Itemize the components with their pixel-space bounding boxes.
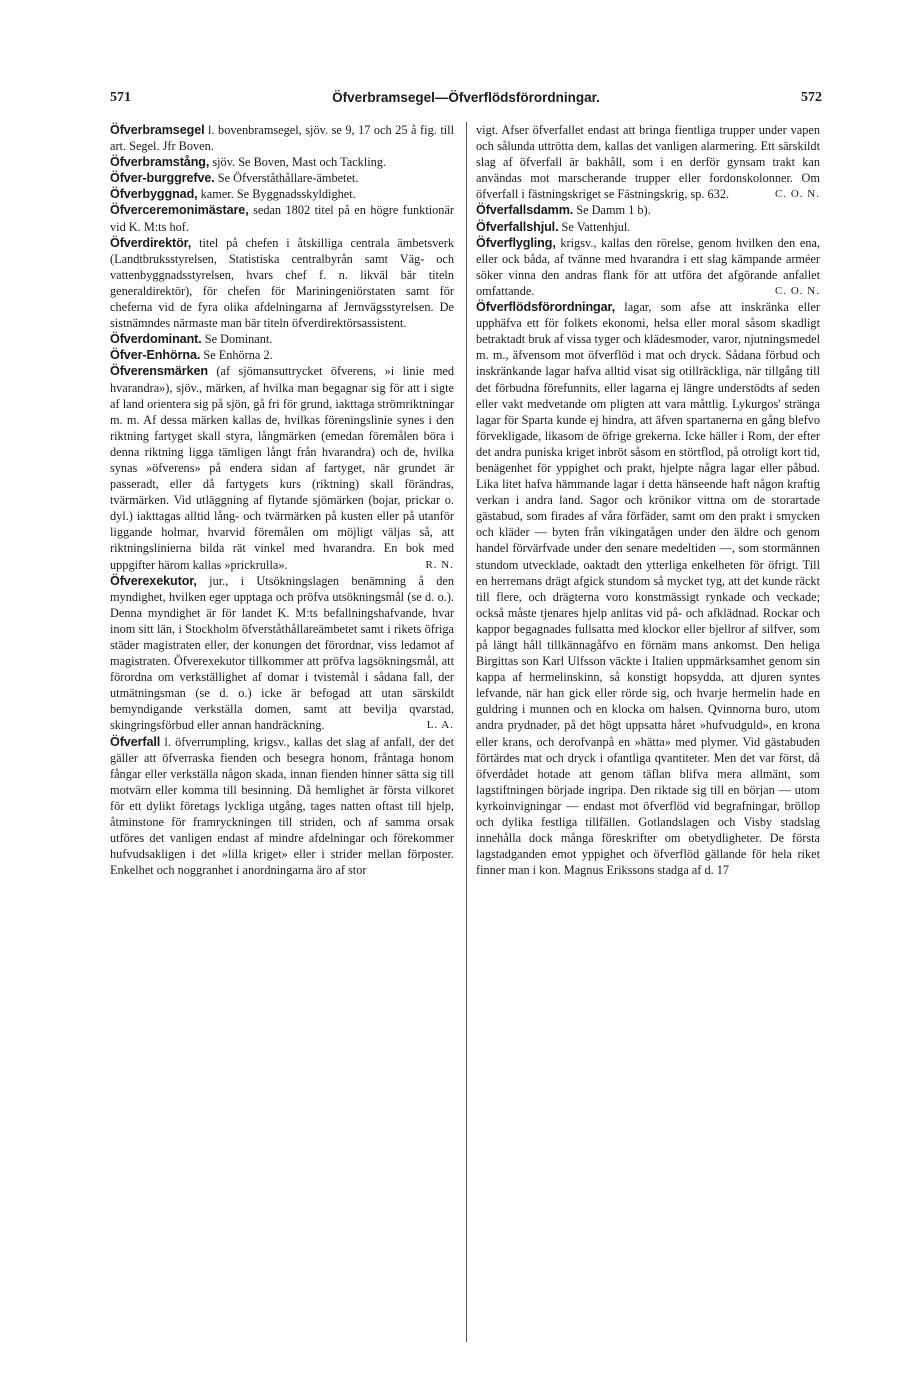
dictionary-entry bbox=[110, 347, 454, 363]
page-number-left: 571 bbox=[110, 90, 131, 105]
entry-headword: Öfverexekutor, bbox=[110, 573, 197, 588]
dictionary-entry bbox=[110, 202, 454, 234]
page-number-right: 572 bbox=[801, 90, 822, 105]
entry-text: l. öfverrumpling, krigsv., kallas det slag af anfall, der det gäller att öfverraska fienden och besegra honom, fråntaga honom fångar eller verkställa någon skada, innan fienden hinner sätta sig till motvärn eller komma till besinning. Då hemlighet är första vilkoret för ett dylikt företags lyckliga utgång, tages natten oftast till hjelp, åtminstone för framryckningen till striden, och af samma orsak utföres det vanligen endast af mindre afdelningar och förekommer hufvudsakligen i det »lilla kriget» eller i strider mellan förposter. Enkelhet och noggranhet i anordningarna äro af stor bbox=[110, 734, 454, 878]
author-signature: C. O. N. bbox=[775, 188, 820, 201]
entry-headword: Öfver-burggrefve. bbox=[110, 171, 215, 186]
entry-headword: Öfverdominant. bbox=[110, 332, 202, 347]
entry-text: Se Vattenhjul. bbox=[558, 219, 631, 234]
entry-headword: Öfverflygling, bbox=[476, 235, 556, 250]
entry-headword: Öfverdirektör, bbox=[110, 235, 192, 250]
entry-text: Se Dominant. bbox=[201, 332, 273, 347]
entry-text: Se Damm 1 b). bbox=[573, 203, 651, 218]
entry-text: Se Enhörna 2. bbox=[200, 348, 273, 363]
entry-text: krigsv., kallas den rörelse, genom hvilken den ena, eller ock båda, af tvänne med hvarandra i ett slag kämpande arméer söker vinna den andras flank för att utföra det afgörande anfallet omfattande. bbox=[476, 235, 820, 298]
entry-text: sjöv. Se Boven, Mast och Tackling. bbox=[209, 155, 387, 170]
dictionary-entry bbox=[110, 573, 454, 734]
entry-headword: Öfverflödsförordningar, bbox=[476, 300, 616, 315]
dictionary-entry bbox=[476, 122, 820, 202]
entry-text: l. bovenbramsegel, sjöv. se 9, 17 och 25 å fig. till art. Segel. Jfr Boven. bbox=[110, 123, 454, 154]
dictionary-entry bbox=[110, 363, 454, 572]
entry-text: vigt. Afser öfverfallet endast att bringa fientliga trupper under vapen och sålunda uttrötta dem, kallas det vanligen alarmering. Ett särskildt slag af öfverfall är bakhåll, som i en derför gynsam trakt kan användas mot marscherande trupper eller fordonskolonner. Om öfverfall i fästningskriget se Fästningskrig, sp. 632. bbox=[476, 123, 820, 202]
entry-text: sedan 1802 titel på en högre funktionär vid K. M:ts hof. bbox=[110, 203, 454, 234]
entry-headword: Öfverfallshjul. bbox=[476, 219, 559, 234]
entry-headword: Öfverensmärken bbox=[110, 364, 209, 379]
entry-text: jur., i Utsökningslagen benämning å den myndighet, hvilken eger upptaga och pröfva utsökningsmål (se d. o.). Denna myndighet är för landet K. M:ts befallningshafvande, hvar inom sitt län, i Stockholm öfverståthållareämbetet samt i rikets öfriga städer magistraten eller, der konungen det förordnar, viss ledamot af magistraten. Öfverexekutor tillkommer att pröfva lagsökningsmål, att förordna om verkställighet af domar i tvistemål i sådana fall, der utmätningsman (se d. o.) icke är befogad att utan särskildt bemyndigande verkställa domen, samt att bevilja qvarstad, skingringsförbud eller annan handräckning. bbox=[110, 573, 454, 733]
entry-headword: Öfverbyggnad, bbox=[110, 187, 198, 202]
dictionary-entry bbox=[110, 186, 454, 202]
dictionary-entry bbox=[476, 202, 820, 218]
dictionary-entry bbox=[110, 122, 454, 154]
author-signature: L. A. bbox=[426, 719, 454, 732]
dictionary-entry bbox=[110, 154, 454, 170]
entry-text: (af sjömansuttrycket öfverens, »i linie med hvarandra»), sjöv., märken, af hvilka man begagnar sig för att i sigte af land orientera sig på sjön, gå fri för grund, iakttaga strömriktningar m. m. Af dessa märken kallas de, hvilkas föreningslinie synes i den riktning fartyget skall styra, långmärken (emedan föremålen böra i denna riktning ligga tämligen långt från hvarandra) och de, hvilka synas »öfverens» på endera sidan af fartyget, när grundet är passeradt, eller då fartygets kurs (riktning) skall förändras, tvärmärken. Vid utläggning af flytande sjömärken (bojar, prickar o. dyl.) iakttagas alltid lång- och tvärmärken på kusten eller på utanför liggande holmar, hvarvid föremålen om möjligt väljas så, att riktningslinierna bilda rät vinkel med hvarandra. En bok med uppgifter härom kallas »prickrulla». bbox=[110, 364, 454, 572]
dictionary-entry bbox=[110, 235, 454, 332]
author-signature: R. N. bbox=[425, 558, 454, 571]
entry-text: Se Öfverståthållare-ämbetet. bbox=[214, 171, 359, 186]
page-header bbox=[110, 90, 822, 110]
entry-headword: Öfverfallsdamm. bbox=[476, 203, 574, 218]
dictionary-entry bbox=[476, 235, 820, 299]
entry-headword: Öfver-Enhörna. bbox=[110, 348, 201, 363]
dictionary-entry bbox=[110, 331, 454, 347]
entry-text: lagar, som afse att inskränka eller upphäfva ett för folkets ekonomi, helsa eller moral såsom skadligt betraktadt bruk af vissa tyger och klädesmoder, varor, njutningsmedel m. m., äfvensom mot öfverflöd i mat och dryck. Sådana förbud och inskränkande lagar hafva alltid visat sig otillräckliga, när tillgång till det förbudna förefunnits, eller lagarna ej längre understödts af seden eller vakt medvetande om pligten att vara måttlig. Lykurgos' stränga lagar för Sparta kunde ej hindra, att äfven spartanerna en gång blefvo förvekligade, likasom de öfrige grekerna. Icke häller i Rom, der efter det andra puniska kriget inbröt såsom en störtflod, på otroligt kort tid, benägenhet för yppighet och prakt, hjelpte några lagar eller påbud. Lika litet hafva hämmande lagar i detta hänseende haft någon kraftig verkan i andra land. Sagor och krönikor vittna om de storartade gästabud, som firades af våra förfäder, samt om den prakt i smycken och kläder — byten från vikingatågen under den äldre och genom handel förvärfvade under den senare medeltiden —, som stormännen stundom utvecklade, oaktadt den ytterliga enkelheten för öfrigt. Till en herremans drägt afgick stundom så mycket tyg, att det kunde räckt till flere, och drägterna voro konstmässigt rynkade och veckade; också måste tjenares hjelp anlitas vid på- och afklädnad. Rockar och kappor begagnades fullsatta med klockor eller bjellror af silfver, som på längt håll tillkännagåfvo en förnäm mans ankomst. Den heliga Birgittas son Karl Ulfsson väckte i Italien uppmärksamhet genom sin kappa af hermelinskinn, så konstigt hopsydda, att djuren syntes lefvande, när han gick eller rörde sig, och hvarje hermelin hade en guldring i munnen och en klocka om halsen. Qvinnorna buro, utom andra prydnader, på det högt uppsatta håret »hufvudguld», en krona eller krans, och derofvanpå en »hätta» med plymer. Vid gästabuden förtärdes mat och dryck i ofantliga qvantiteter. Men det var först, då öfverdådet hotade att genom täflan blifva mera allmänt, som lagstiftningen började ingripa. Den riktade sig till en början — utom kyrkoinvigningar — endast mot öfverflöd vid begrafningar, bröllop och dylika festliga tillfällen. Gotlandslagen och Visby stadslag innehålla dock många föreskrifter om obetydligheter. De första lagstadganden emot yppighet och öfverflöd gällande för hela riket finner man i kon. Magnus Erikssons stadga af d. 17 bbox=[476, 300, 820, 878]
dictionary-entry bbox=[110, 170, 454, 186]
author-signature: C. O. N. bbox=[775, 284, 820, 297]
column-divider bbox=[466, 122, 467, 1342]
running-title: Öfverbramsegel—Öfverflödsförordningar. bbox=[332, 90, 600, 105]
entry-headword: Öfverbramstång, bbox=[110, 155, 210, 170]
entry-headword: Öfverfall bbox=[110, 734, 161, 749]
entry-headword: Öfverbramsegel bbox=[110, 123, 205, 137]
dictionary-entry bbox=[110, 734, 454, 879]
entry-text: kamer. Se Byggnadsskyldighet. bbox=[197, 187, 356, 202]
entry-text: titel på chefen i åtskilliga centrala ämbetsverk (Landtbruksstyrelsen, Statistiska centralbyrån samt Väg- och vattenbyggnadsstyrelsen, hvars chef f. n. likväl bär titeln generaldirektör), för chefen för Mariningeniörstaten samt för cheferna vid de fyra olika afdelningarna af Jernvägsstyrelsen. De sistnämndes närmaste man bär titeln öfverdirektörsassistent. bbox=[110, 235, 454, 331]
left-column bbox=[110, 122, 454, 878]
dictionary-entry bbox=[476, 219, 820, 235]
entry-headword: Öfverceremonimästare, bbox=[110, 203, 249, 218]
dictionary-entry bbox=[476, 299, 820, 878]
right-column bbox=[476, 122, 820, 878]
